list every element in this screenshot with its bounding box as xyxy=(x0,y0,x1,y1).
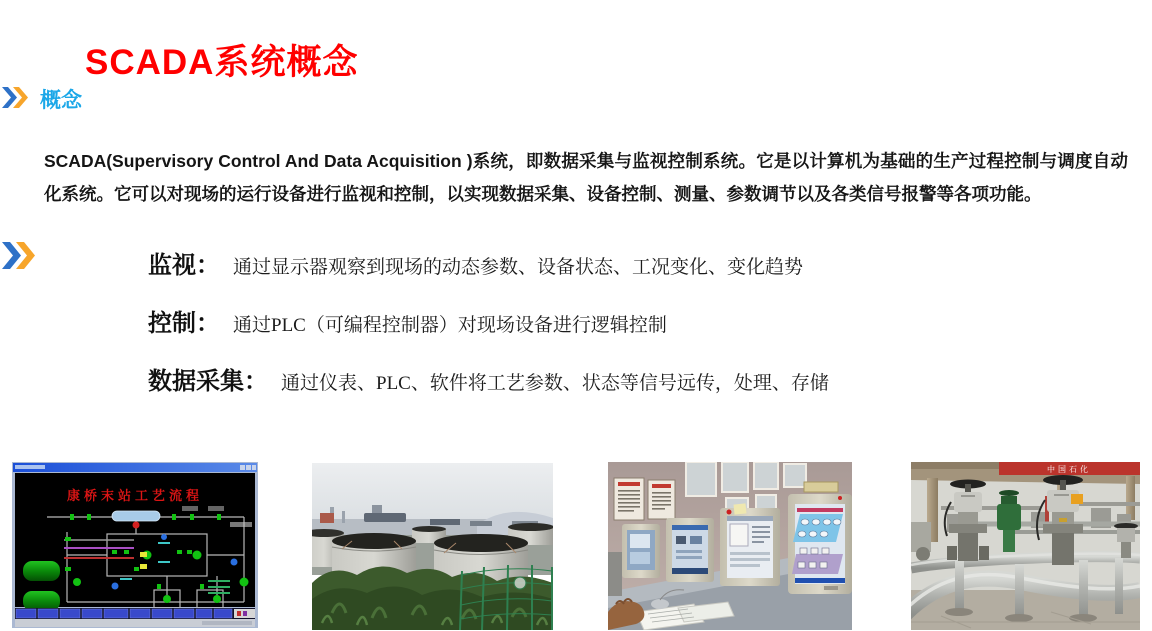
sign-plate xyxy=(804,482,838,492)
definition-row-data-acquisition xyxy=(148,361,1068,396)
hmi-status-bar xyxy=(15,619,255,627)
monitor-1 xyxy=(622,524,660,578)
computer-mouse xyxy=(651,599,669,609)
tank-farm-photo xyxy=(312,463,553,630)
double-chevron-icon xyxy=(2,87,32,108)
wall-posters xyxy=(614,478,675,520)
control-room-photo xyxy=(608,462,852,630)
side-equipment xyxy=(608,552,622,596)
definition-term: 监视： xyxy=(148,253,220,279)
slide-title: SCADA系统概念 xyxy=(85,43,359,83)
definition-row-monitoring xyxy=(148,245,1068,280)
monitor-4 xyxy=(788,494,852,594)
definition-desc: 通过显示器观察到现场的动态参数、设备状态、工况变化、变化趋势 xyxy=(233,257,804,278)
hmi-vessel xyxy=(112,511,160,521)
function-definitions xyxy=(148,245,1068,419)
banner-text: 中国石化 xyxy=(1047,465,1091,474)
scada-hmi-screenshot xyxy=(12,462,258,628)
section-heading-concept: 概念 xyxy=(40,89,82,112)
concept-paragraph: SCADA(Supervisory Control And Data Acquisition )系统，即数据采集与监视控制系统。它是以计算机为基础的生产过程控制与调度自动化系统。它可以对现场的运行设备进行监视和控制，以实现数据采集、设备控制、测量、参数调节以及各类信号报警等各项功能。 xyxy=(44,150,1128,204)
definition-row-control xyxy=(148,303,1068,338)
monitor-2 xyxy=(666,518,714,582)
double-chevron-icon xyxy=(2,242,40,269)
hmi-screen-title: 康桥末站工艺流程 xyxy=(66,488,204,503)
pipeline-valves-photo xyxy=(911,462,1140,630)
monitor-3 xyxy=(720,503,780,586)
hmi-button-bar xyxy=(15,608,255,619)
definition-term: 数据采集： xyxy=(148,369,268,395)
definition-term: 控制： xyxy=(148,311,220,337)
definition-desc: 通过仪表、PLC、软件将工艺参数、状态等信号远传，处理、存储 xyxy=(281,373,829,394)
definition-desc: 通过PLC（可编程控制器）对现场设备进行逻辑控制 xyxy=(233,315,667,336)
